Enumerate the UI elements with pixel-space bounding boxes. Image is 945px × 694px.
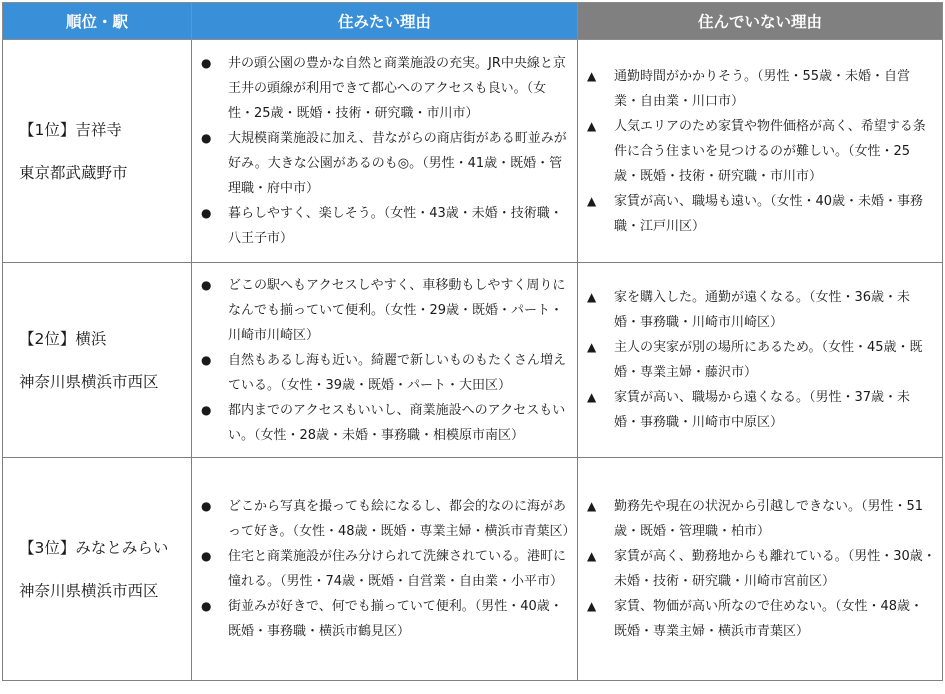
reason-text: 自然もあるし海も近い。綺麗で新しいものもたくさん増えている。（女性・39歳・既婚・パート・大田区） [228,352,567,393]
reason-text: 家賃、物価が高い所なので住めない。（女性・48歳・既婚・専業主婦・横浜市青葉区） [614,599,924,639]
table-row [3,263,943,458]
reason-text: 家賃が高く、勤務地からも離れている。（男性・30歳・未婚・技術・研究職・川崎市宮前区） [614,549,936,589]
table-row [3,40,943,263]
not-living-reasons-cell [578,40,943,263]
list-item [200,398,571,448]
header-row [3,3,943,40]
bullet-icon: ● [201,131,212,145]
reason-text: 住宅と商業施設が住み分けられて洗練されている。港町に憧れる。（男性・74歳・既婚・自営業・自由業・小平市） [228,549,567,589]
table-row [3,458,943,681]
bullet-icon: ● [201,499,212,513]
bullet-icon: ● [201,206,212,220]
station-location: 東京都武蔵野市 [19,163,128,182]
list-item [200,544,571,594]
bullet-icon: ● [201,352,212,367]
reason-text: 人気エリアのため家賃や物件価格が高く、希望する条件に合う住まいを見つけるのが難しい。（女性・25歳・既婚・技術・研究職・市川市） [614,118,926,184]
list-item [586,494,936,544]
reason-text: どこから写真を撮っても絵になるし、都会的なのに海があって好き。（女性・48歳・既婚・専業主婦・横浜市青葉区） [228,499,576,539]
not-living-reasons-cell [578,263,943,458]
not-living-reasons-list [578,277,942,443]
triangle-bullet-icon: ▲ [587,68,597,83]
list-item [586,335,936,385]
want-reasons-list [192,43,577,259]
reason-text: 暮らしやすく、楽しそう。（女性・43歳・未婚・技術職・八王子市） [228,206,563,246]
station-cell [3,263,192,458]
rank-label: 【2位】横浜 [19,329,107,348]
want-reasons-cell [192,458,578,681]
list-item [200,348,571,398]
bullet-icon: ● [201,277,212,292]
triangle-bullet-icon: ▲ [587,118,597,133]
triangle-bullet-icon: ▲ [587,499,597,513]
list-item [586,114,936,189]
list-item [200,494,576,544]
station-location: 神奈川県横浜市西区 [19,581,159,600]
reason-text: 家を購入した。通勤が遠くなる。（女性・36歳・未婚・事務職・川崎市川崎区） [614,290,911,330]
want-reasons-list [192,486,577,652]
bullet-icon: ● [201,549,212,563]
ranking-table [2,2,943,681]
list-item [200,201,571,251]
reason-text: 井の頭公園の豊かな自然と商業施設の充実。JR中央線と京王井の頭線が利用できて都心へのアクセスも良い。（女性・25歳・既婚・技術・研究職・市川市） [228,56,566,121]
not-living-reasons-list [578,56,942,247]
list-item [586,385,936,435]
list-item [586,189,936,239]
reason-text: 都内までのアクセスもいいし、商業施設へのアクセスもいい。（女性・28歳・未婚・事務職・相模原市南区） [228,402,566,443]
triangle-bullet-icon: ▲ [587,193,597,208]
list-item [586,594,936,644]
bullet-icon: ● [201,402,212,417]
bullet-icon: ● [201,56,212,70]
reason-text: 家賃が高い、職場から遠くなる。（男性・37歳・未婚・事務職・川崎市中原区） [614,390,911,430]
triangle-bullet-icon: ▲ [587,599,597,613]
station-location: 神奈川県横浜市西区 [19,372,159,391]
header-station: 順位・駅 [3,3,192,40]
reason-text: どこの駅へもアクセスしやすく、車移動もしやすく周りになんでも揃っていて便利。（女性・29歳・既婚・パート・川崎市川崎区） [228,277,566,343]
rank-label: 【1位】吉祥寺 [19,120,122,139]
want-reasons-list [192,265,577,456]
want-reasons-cell [192,263,578,458]
triangle-bullet-icon: ▲ [587,290,597,304]
list-item [586,285,936,335]
station-cell [3,40,192,263]
triangle-bullet-icon: ▲ [587,549,597,563]
list-item [586,544,936,594]
not-living-reasons-cell [578,458,943,681]
reason-text: 通勤時間がかかりそう。（男性・55歳・未婚・自営業・自由業・川口市） [614,68,911,109]
station-cell [3,458,192,681]
reason-text: 大規模商業施設に加え、昔ながらの商店街がある町並みが好み。大きな公園があるのも◎。（男性・41歳・既婚・管理職・府中市） [228,131,567,196]
triangle-bullet-icon: ▲ [587,390,597,404]
list-item [200,273,571,348]
reason-text: 街並みが好きで、何でも揃っていて便利。（男性・40歳・既婚・事務職・横浜市鶴見区） [228,599,563,639]
list-item [200,126,571,201]
list-item [200,51,571,126]
rank-label: 【3位】みなとみらい [19,538,169,557]
list-item [586,64,936,114]
header-want-reasons: 住みたい理由 [192,3,578,40]
header-not-living-reasons: 住んでいない理由 [578,3,943,40]
not-living-reasons-list [578,486,942,652]
list-item [200,594,571,644]
bullet-icon: ● [201,599,212,613]
want-reasons-cell [192,40,578,263]
reason-text: 家賃が高い、職場も遠い。（女性・40歳・未婚・事務職・江戸川区） [614,193,924,234]
reason-text: 勤務先や現在の状況から引越しできない。（男性・51歳・既婚・管理職・柏市） [614,499,924,539]
triangle-bullet-icon: ▲ [587,340,597,354]
reason-text: 主人の実家が別の場所にあるため。（女性・45歳・既婚・専業主婦・藤沢市） [614,340,923,380]
